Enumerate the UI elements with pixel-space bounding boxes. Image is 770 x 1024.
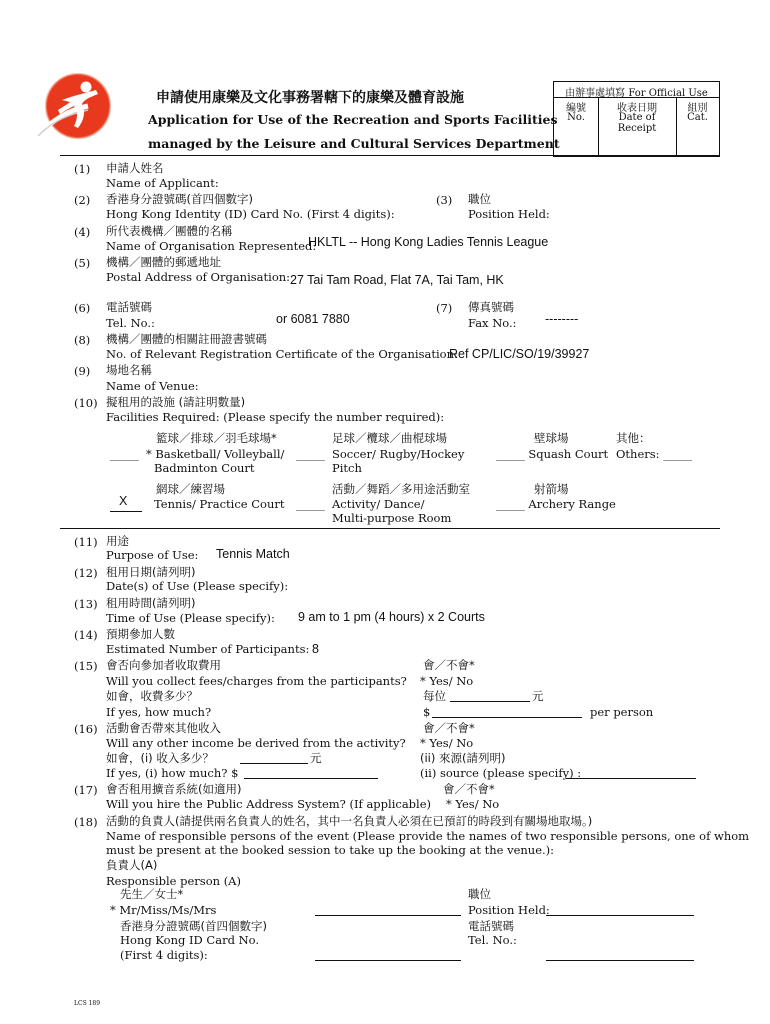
field-15-label-zh: 會否向參加者收取費用: [106, 658, 221, 672]
field-15-number: (15): [74, 659, 98, 673]
field-3-label-en: Position Held:: [468, 207, 550, 221]
fee-per-person-en: per person: [590, 705, 654, 719]
field-10-label-en: Facilities Required: (Please specify the number required):: [106, 410, 445, 424]
income-unit-zh: 元: [310, 751, 322, 765]
field-13-label-zh: 租用時間(請列明): [106, 596, 196, 610]
field-2-label-zh: 香港身分證號碼(首四個數字): [106, 192, 253, 206]
field-5-label-zh: 機構／團體的郵遞地址: [106, 255, 221, 269]
person-a-tel-en: Tel. No.:: [468, 933, 517, 947]
basketball-label-en: * Basketball/ Volleyball/: [146, 447, 285, 461]
fees-option-zh: 會／不會*: [423, 658, 475, 672]
income-yes-no-option[interactable]: * Yes/ No: [420, 736, 474, 750]
pitch-label-en: Pitch: [332, 461, 362, 475]
person-a-id-zh: 香港身分證號碼(首四個數字): [120, 919, 267, 933]
field-13-number: (13): [74, 597, 98, 611]
field-4-label-zh: 所代表機構／團體的名稱: [106, 224, 233, 238]
official-no-zh: 編號: [566, 103, 586, 114]
lcsd-logo: [34, 70, 116, 142]
purpose-of-use-input[interactable]: Tennis Match: [216, 547, 290, 561]
field-11-number: (11): [74, 535, 98, 549]
others-label-zh: 其他：: [616, 431, 651, 445]
field-15-label-en: Will you collect fees/charges from the participants?: [106, 674, 407, 688]
field-7-number: (7): [436, 301, 453, 315]
pa-yes-no-option[interactable]: * Yes/ No: [446, 797, 500, 811]
basketball-qty-blank[interactable]: _____: [110, 447, 139, 461]
field-6-label-zh: 電話號碼: [106, 300, 152, 314]
field-11-label-en: Purpose of Use:: [106, 548, 199, 562]
soccer-label-en: Soccer/ Rugby/Hockey: [332, 447, 465, 461]
tennis-qty-mark[interactable]: X: [119, 494, 128, 508]
title-en-2: managed by the Leisure and Cultural Services Department: [148, 136, 560, 151]
field-1-number: (1): [74, 162, 91, 176]
badminton-label-en: Badminton Court: [154, 461, 255, 475]
field-17-number: (17): [74, 783, 98, 797]
income-amount-line[interactable]: [244, 778, 378, 779]
pa-option-zh: 會／不會*: [443, 782, 495, 796]
fee-amount-line[interactable]: [432, 717, 582, 718]
field-16-income-label-zh: 如會，(i) 收入多少？: [106, 751, 214, 765]
field-14-label-en: Estimated Number of Participants:: [106, 642, 310, 656]
field-10-number: (10): [74, 396, 98, 410]
soccer-label-zh: 足球／欖球／曲棍球場: [332, 431, 447, 445]
field-16-number: (16): [74, 722, 98, 736]
field-5-label-en: Postal Address of Organisation:: [106, 270, 291, 284]
field-18-label-en-2: must be present at the booked session to take up the booking at the venue.):: [106, 843, 555, 857]
person-a-tel-zh: 電話號碼: [468, 919, 514, 933]
others-field[interactable]: Others: _____: [616, 447, 692, 461]
field-16-label-en: Will any other income be derived from the activity?: [106, 736, 406, 750]
field-4-number: (4): [74, 225, 91, 239]
multipurpose-room-label-en: Multi-purpose Room: [332, 511, 452, 525]
squash-label-zh: 壁球場: [534, 431, 569, 445]
header-rule: [60, 155, 720, 156]
official-date-en: Date of Receipt: [617, 112, 657, 134]
field-9-label-en: Name of Venue:: [106, 379, 199, 393]
participants-input[interactable]: 8: [312, 642, 319, 656]
tennis-label-en: Tennis/ Practice Court: [154, 497, 285, 511]
facilities-rule: [60, 528, 720, 529]
field-17-label-en: Will you hire the Public Address System? (If applicable): [106, 797, 432, 811]
person-a-title-zh: 先生／女士*: [120, 887, 184, 901]
field-16-label-zh: 活動會否帶來其他收入: [106, 721, 221, 735]
field-4-label-en: Name of Organisation Represented:: [106, 239, 317, 253]
field-13-label-en: Time of Use (Please specify):: [106, 611, 275, 625]
fee-unit-zh: 元: [532, 689, 544, 703]
field-15-fee-label-en: If yes, how much?: [106, 705, 212, 719]
income-zh-line[interactable]: [240, 763, 308, 764]
activity-room-label-zh: 活動／舞蹈／多用途活動室: [332, 482, 470, 496]
field-1-label-zh: 申請人姓名: [106, 161, 164, 175]
activity-room-label-en: Activity/ Dance/: [332, 497, 425, 511]
official-cat-zh: 組別: [687, 103, 708, 114]
person-a-id-line[interactable]: [315, 960, 461, 961]
field-3-number: (3): [436, 193, 453, 207]
field-14-number: (14): [74, 628, 98, 642]
field-12-number: (12): [74, 566, 98, 580]
tel-no-input[interactable]: or 6081 7880: [276, 312, 350, 326]
title-en-1: Application for Use of the Recreation and Sports Facilities: [148, 112, 558, 127]
field-18-number: (18): [74, 815, 98, 829]
income-option-zh: 會／不會*: [423, 721, 475, 735]
field-17-label-zh: 會否租用擴音系統(如適用): [106, 782, 242, 796]
person-a-position-zh: 職位: [468, 887, 491, 901]
person-a-name-line[interactable]: [315, 915, 461, 916]
field-15-fee-label-zh: 如會，收費多少？: [106, 689, 198, 703]
field-7-label-en: Fax No.:: [468, 316, 517, 330]
official-use-title: 由辦事處填寫 For Official Use: [565, 88, 708, 99]
fee-per-person-zh-line[interactable]: [450, 701, 530, 702]
income-source-line[interactable]: [566, 778, 696, 779]
field-2-label-en: Hong Kong Identity (ID) Card No. (First 4 digits):: [106, 207, 395, 221]
field-6-number: (6): [74, 301, 91, 315]
field-9-number: (9): [74, 364, 91, 378]
income-source-en: (ii) source (please specify) :: [420, 766, 582, 780]
field-14-label-zh: 預期參加人數: [106, 627, 175, 641]
postal-address-input[interactable]: 27 Tai Tam Road, Flat 7A, Tai Tam, HK: [290, 273, 504, 287]
archery-range-field[interactable]: _____ Archery Range: [496, 497, 616, 511]
fax-no-input[interactable]: --------: [545, 312, 579, 326]
income-source-zh: (ii) 來源(請列明): [420, 751, 506, 765]
field-8-label-zh: 機構／團體的相關註冊證書號碼: [106, 332, 267, 346]
tennis-label-zh: 網球／練習場: [156, 482, 225, 496]
archery-label-zh: 射箭場: [534, 482, 569, 496]
activity-room-qty-blank[interactable]: _____: [296, 497, 325, 511]
title-zh: 申請使用康樂及文化事務署轄下的康樂及體育設施: [156, 90, 464, 106]
official-date-zh: 收表日期: [617, 103, 657, 114]
person-a-id-en: Hong Kong ID Card No.: [120, 933, 260, 947]
official-no-en: No.: [567, 112, 585, 123]
squash-court-field[interactable]: _____ Squash Court: [496, 447, 609, 461]
field-8-label-en: No. of Relevant Registration Certificate of the Organisation:: [106, 347, 458, 361]
person-a-title-en: * Mr/Miss/Ms/Mrs: [110, 903, 217, 917]
official-cat-en: Cat.: [687, 112, 708, 123]
field-12-label-zh: 租用日期(請列明): [106, 565, 196, 579]
field-18-label-en-1: Name of responsible persons of the event (Please provide the names of two responsible persons, one of whom: [106, 829, 750, 843]
fees-yes-no-option[interactable]: * Yes/ No: [420, 674, 474, 688]
person-a-position-line[interactable]: [546, 915, 694, 916]
soccer-qty-blank[interactable]: _____: [296, 447, 325, 461]
field-2-number: (2): [74, 193, 91, 207]
field-18-label-zh: 活動的負責人(請提供兩名負責人的姓名，其中一名負責人必須在已預訂的時段到有關場地取場。): [106, 814, 593, 828]
time-of-use-input[interactable]: 9 am to 1 pm (4 hours) x 2 Courts: [298, 610, 485, 624]
field-5-number: (5): [74, 256, 91, 270]
person-a-label-zh: 負責人(A): [106, 858, 158, 872]
field-9-label-zh: 場地名稱: [106, 363, 152, 377]
field-6-label-en: Tel. No.:: [106, 316, 155, 330]
organisation-name-input[interactable]: HKLTL -- Hong Kong Ladies Tennis League: [308, 235, 549, 249]
form-code: LCS 189: [74, 1000, 101, 1007]
fee-per-zh: 每位: [423, 689, 446, 703]
registration-no-input[interactable]: Ref CP/LIC/SO/19/39927: [449, 347, 590, 361]
field-8-number: (8): [74, 333, 91, 347]
basketball-label-zh: 籃球／排球／羽毛球場*: [156, 431, 277, 445]
person-a-tel-line[interactable]: [546, 960, 694, 961]
fee-dollar-sign: $: [423, 705, 431, 719]
field-11-label-zh: 用途: [106, 534, 129, 548]
person-a-position-en: Position Held:: [468, 903, 550, 917]
person-a-label-en: Responsible person (A): [106, 874, 241, 888]
field-7-label-zh: 傳真號碼: [468, 300, 514, 314]
field-3-label-zh: 職位: [468, 192, 491, 206]
field-1-label-en: Name of Applicant:: [106, 176, 219, 190]
field-16-income-label-en: If yes, (i) how much? $: [106, 766, 239, 780]
field-10-label-zh: 擬租用的設施 (請註明數量): [106, 395, 246, 409]
person-a-id-en-2: (First 4 digits):: [120, 948, 208, 962]
official-use-box: [553, 81, 720, 157]
field-12-label-en: Date(s) of Use (Please specify):: [106, 579, 289, 593]
